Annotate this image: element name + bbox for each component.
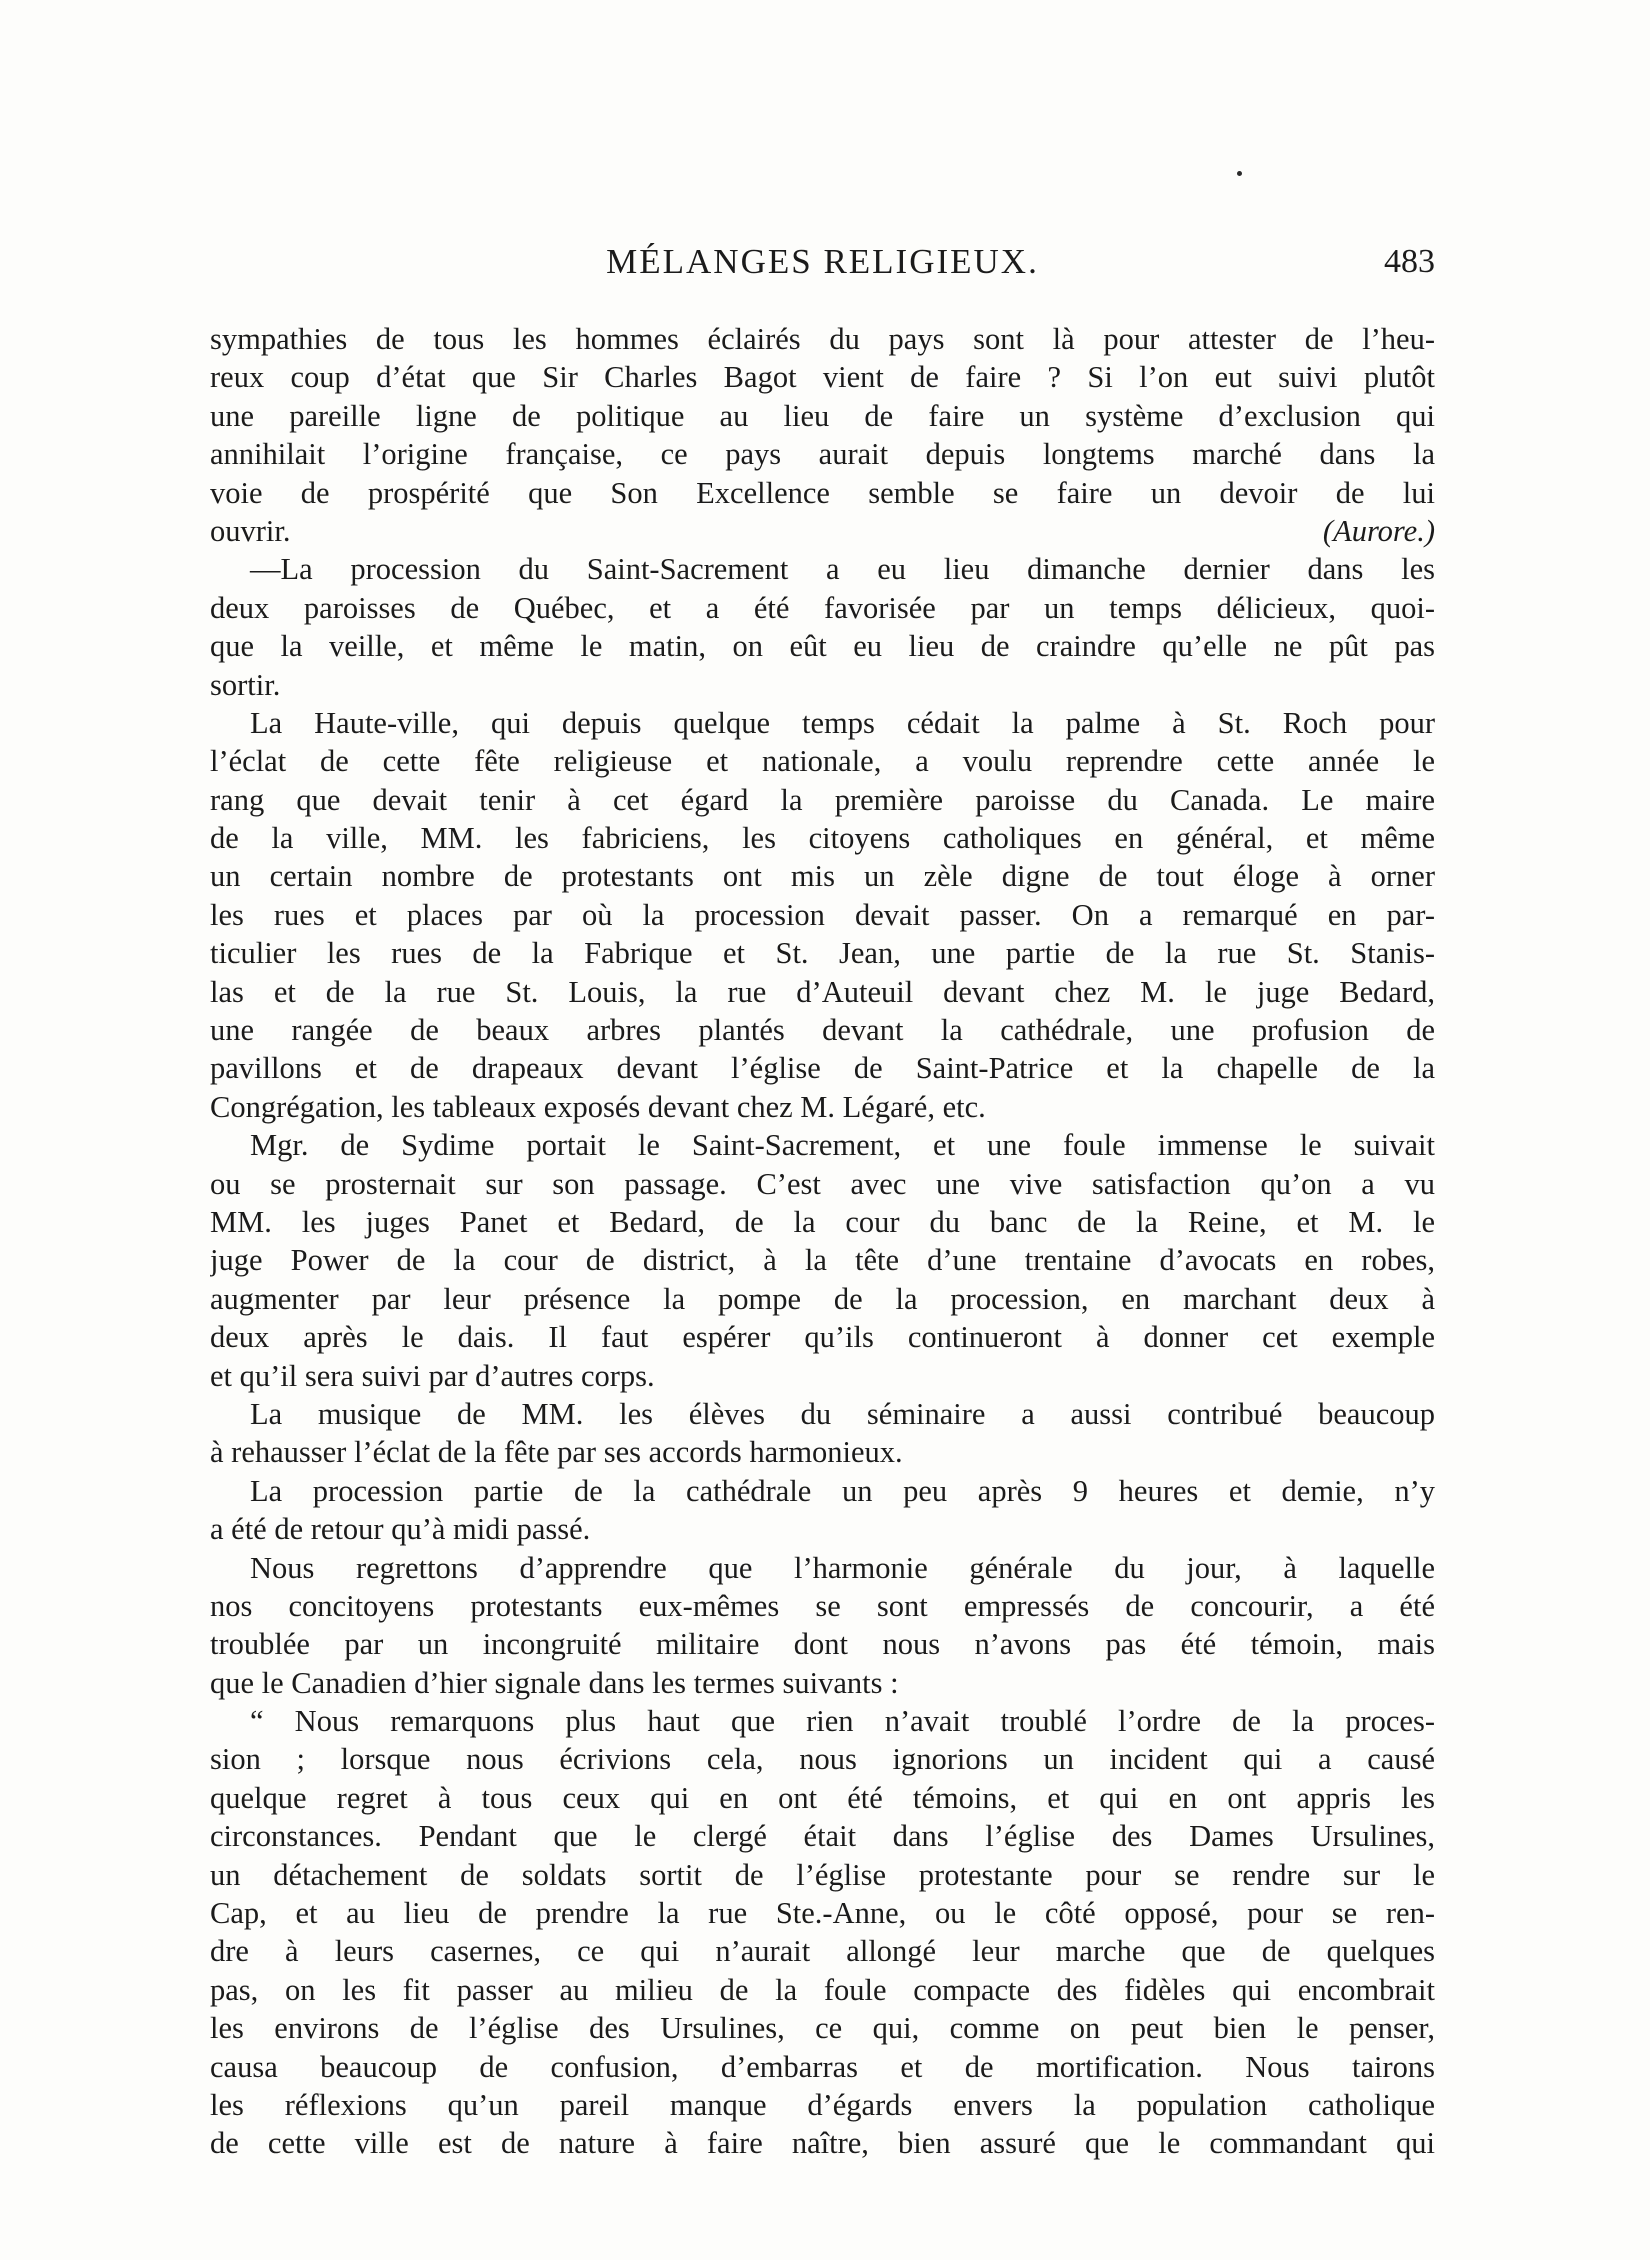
text-line: les réflexions qu’un pareil manque d’égards envers la population catholique (210, 2087, 1435, 2122)
text-line: que le Canadien d’hier signale dans les termes suivants : (210, 1665, 899, 1700)
page-number: 483 (1384, 243, 1435, 280)
text-line: ticulier les rues de la Fabrique et St. Jean, une partie de la rue St. Stanis- (210, 936, 1435, 971)
text-line: reux coup d’état que Sir Charles Bagot vient de faire ? Si l’on eut suivi plutôt (210, 360, 1435, 395)
text-line: une pareille ligne de politique au lieu de faire un système d’exclusion qui (210, 398, 1435, 433)
text-line: “ Nous remarquons plus haut que rien n’avait troublé l’ordre de la proces- (250, 1704, 1435, 1739)
text-line: à rehausser l’éclat de la fête par ses accords harmonieux. (210, 1435, 903, 1470)
source-attribution: (Aurore.) (1322, 513, 1435, 548)
text-line: las et de la rue St. Louis, la rue d’Auteuil devant chez M. le juge Bedard, (210, 974, 1435, 1009)
running-title: MÉLANGES RELIGIEUX. (606, 242, 1039, 281)
text-line: deux paroisses de Québec, et a été favorisée par un temps délicieux, quoi- (210, 590, 1435, 625)
text-line: circonstances. Pendant que le clergé était dans l’église des Dames Ursulines, (210, 1819, 1435, 1854)
text-line: l’éclat de cette fête religieuse et nationale, a voulu reprendre cette année le (210, 744, 1435, 779)
text-line: MM. les juges Panet et Bedard, de la cour du banc de la Reine, et M. le (210, 1204, 1435, 1239)
text-line: de cette ville est de nature à faire naître, bien assuré que le commandant qui (210, 2126, 1435, 2161)
text-line: les environs de l’église des Ursulines, ce qui, comme on peut bien le penser, (210, 2011, 1435, 2046)
text-line: Cap, et au lieu de prendre la rue Ste.-Anne, ou le côté opposé, pour se ren- (210, 1896, 1435, 1931)
text-line: un détachement de soldats sortit de l’église protestante pour se rendre sur le (210, 1857, 1435, 1892)
text-line: que la veille, et même le matin, on eût eu lieu de craindre qu’elle ne pût pas (210, 629, 1435, 664)
text-line: troublée par un incongruité militaire dont nous n’avons pas été témoin, mais (210, 1627, 1435, 1662)
text-line: a été de retour qu’à midi passé. (210, 1512, 591, 1547)
text-line: Mgr. de Sydime portait le Saint-Sacrement, et une foule immense le suivait (250, 1128, 1435, 1163)
text-line: pas, on les fit passer au milieu de la foule compacte des fidèles qui encombrait (210, 1972, 1435, 2007)
text-line: Nous regrettons d’apprendre que l’harmonie générale du jour, à laquelle (250, 1550, 1435, 1585)
text-line: nos concitoyens protestants eux-mêmes se sont empressés de concourir, a été (210, 1588, 1435, 1623)
text-line: pavillons et de drapeaux devant l’église de Saint-Patrice et la chapelle de la (210, 1051, 1435, 1086)
text-line: La Haute-ville, qui depuis quelque temps cédait la palme à St. Roch pour (250, 705, 1435, 740)
text-line: deux après le dais. Il faut espérer qu’ils continueront à donner cet exemple (210, 1320, 1435, 1355)
text-line: sion ; lorsque nous écrivions cela, nous ignorions un incident qui a causé (210, 1742, 1435, 1777)
text-line-with-source (210, 512, 1435, 550)
text-line: ouvrir. (210, 513, 291, 548)
text-line: une rangée de beaux arbres plantés devant la cathédrale, une profusion de (210, 1013, 1435, 1048)
text-line: sortir. (210, 667, 281, 702)
text-line: et qu’il sera suivi par d’autres corps. (210, 1358, 655, 1393)
text-line: juge Power de la cour de district, à la tête d’une trentaine d’avocats en robes, (210, 1243, 1435, 1278)
text-line: causa beaucoup de confusion, d’embarras et de mortification. Nous tairons (210, 2049, 1435, 2084)
text-line: La musique de MM. les élèves du séminaire a aussi contribué beaucoup (250, 1396, 1435, 1431)
body-text (210, 320, 1435, 2163)
text-line: La procession partie de la cathédrale un peu après 9 heures et demie, n’y (250, 1473, 1435, 1508)
text-line: —La procession du Saint-Sacrement a eu lieu dimanche dernier dans les (250, 552, 1435, 587)
text-line: voie de prospérité que Son Excellence semble se faire un devoir de lui (210, 475, 1435, 510)
text-line: quelque regret à tous ceux qui en ont été témoins, et qui en ont appris les (210, 1780, 1435, 1815)
text-line: un certain nombre de protestants ont mis un zèle digne de tout éloge à orner (210, 859, 1435, 894)
text-line: augmenter par leur présence la pompe de la procession, en marchant deux à (210, 1281, 1435, 1316)
text-line: sympathies de tous les hommes éclairés du pays sont là pour attester de l’heu- (210, 322, 1435, 356)
text-line: ou se prosternait sur son passage. C’est avec une vive satisfaction qu’on a vu (210, 1166, 1435, 1201)
ink-speck (1237, 171, 1242, 176)
running-head (210, 238, 1435, 286)
text-line: les rues et places par où la procession devait passer. On a remarqué en par- (210, 897, 1435, 932)
text-line: annihilait l’origine française, ce pays aurait depuis longtems marché dans la (210, 437, 1435, 472)
text-line: de la ville, MM. les fabriciens, les citoyens catholiques en général, et même (210, 821, 1435, 856)
text-line: Congrégation, les tableaux exposés devant chez M. Légaré, etc. (210, 1089, 986, 1124)
text-line: dre à leurs casernes, ce qui n’aurait allongé leur marche que de quelques (210, 1934, 1435, 1969)
text-line: rang que devait tenir à cet égard la première paroisse du Canada. Le maire (210, 782, 1435, 817)
